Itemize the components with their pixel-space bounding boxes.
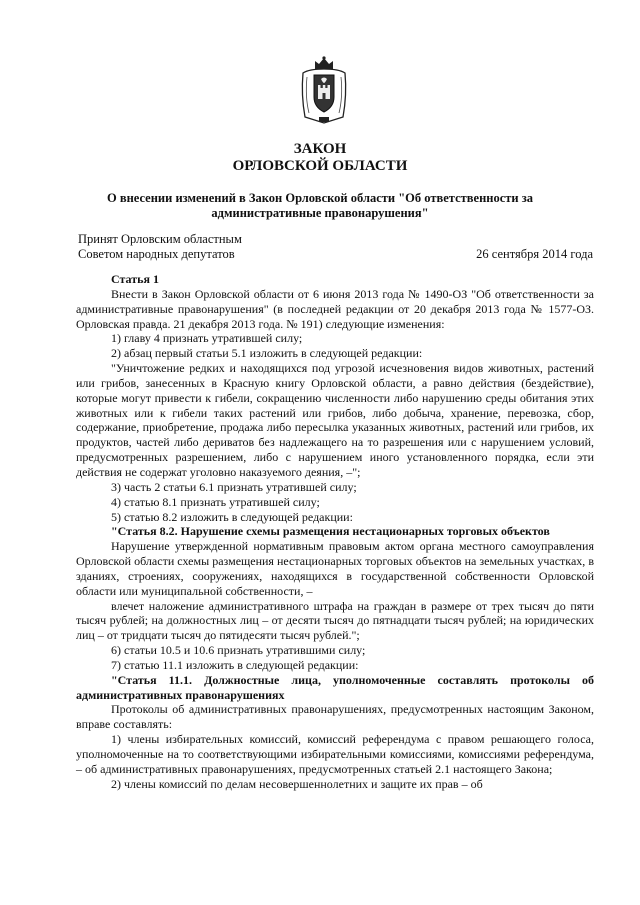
- body-paragraph: Внести в Закон Орловской области от 6 июня 2013 года № 1490-ОЗ "Об ответственности за административные правонарушения" (в последней редакции от 20 декабря 2013 года № 1577-ОЗ. Орловская правда. 21 декабря 2013 года. № 191) следующие изменения:: [76, 286, 594, 331]
- body-paragraph: "Уничтожение редких и находящихся под угрозой исчезновения видов животных, растений или грибов, занесенных в Красную книгу Орловской области, а равно действия (бездействие), которые могут привести к гибели, сокращению численности либо нарушению среды обитания этих животных или к гибели таких растений или грибов, либо добыча, хранение, перевозка, сбор, содержание, приобретение, продажа либо пересылка указанных животных, растений или грибов, их продуктов, частей либо дериватов без надлежащего на то разрешения или с нарушением условий, предусмотренных разрешением, либо с нарушением иного установленного порядка, если эти действия не содержат уголовно наказуемого деяния, –";: [76, 361, 594, 479]
- article-title: "Статья 8.2. Нарушение схемы размещения нестационарных торговых объектов: [111, 524, 550, 539]
- body-paragraph: 7) статью 11.1 изложить в следующей редакции:: [111, 657, 359, 672]
- document-subtitle-line1: О внесении изменений в Закон Орловской области "Об ответственности за: [106, 191, 534, 205]
- body-paragraph: 5) статью 8.2 изложить в следующей редакции:: [111, 509, 353, 524]
- body-paragraph: 3) часть 2 статьи 6.1 признать утратившей силу;: [111, 479, 357, 494]
- document-title: ЗАКОН: [293, 141, 347, 157]
- adoption-line2: Советом народных депутатов: [78, 247, 235, 261]
- document-body: [76, 272, 594, 792]
- coat-of-arms-icon: [299, 55, 349, 125]
- body-paragraph: 6) статьи 10.5 и 10.6 признать утратившими силу;: [111, 643, 366, 658]
- adoption-block: [78, 232, 242, 262]
- body-paragraph: 4) статью 8.1 признать утратившей силу;: [111, 494, 320, 509]
- document-region-title: ОРЛОВСКОЙ ОБЛАСТИ: [232, 158, 408, 174]
- adoption-line1: Принят Орловским областным: [78, 232, 242, 246]
- document-subtitle-line2: административные правонарушения": [211, 206, 429, 220]
- body-paragraph: 1) главу 4 признать утратившей силу;: [111, 331, 303, 346]
- body-paragraph: влечет наложение административного штрафа на граждан в размере от трех тысяч до пяти тысяч рублей; на должностных лиц – от десяти тысяч до пятнадцати тысяч рублей; на юридических лиц – от тридцати тысяч до пятидесяти тысяч рублей.";: [76, 598, 594, 643]
- adoption-date: 26 сентября 2014 года: [476, 247, 593, 261]
- article-title: "Статья 11.1. Должностные лица, уполномоченные составлять протоколы об административных правонарушениях: [76, 672, 594, 702]
- body-paragraph: 2) члены комиссий по делам несовершеннолетних и защите их прав – об: [111, 776, 483, 791]
- body-paragraph: 1) члены избирательных комиссий, комиссий референдума с правом решающего голоса, уполномоченные на то соответствующими избирательными комиссиями, комиссиями референдума, – об административных правонарушениях, предусмотренных статьей 2.1 настоящего Закона;: [76, 732, 594, 776]
- article-heading: Статья 1: [111, 272, 159, 286]
- body-paragraph: Протоколы об административных правонарушениях, предусмотренных настоящим Законом, вправе составлять:: [76, 702, 594, 732]
- body-paragraph: Нарушение утвержденной нормативным правовым актом органа местного самоуправления Орловской области схемы размещения нестационарных торговых объектов на земельных участках, в зданиях, строениях, сооружениях, находящихся в государственной собственности Орловской области или муниципальной собственности, –: [76, 539, 594, 598]
- body-paragraph: 2) абзац первый статьи 5.1 изложить в следующей редакции:: [111, 346, 423, 361]
